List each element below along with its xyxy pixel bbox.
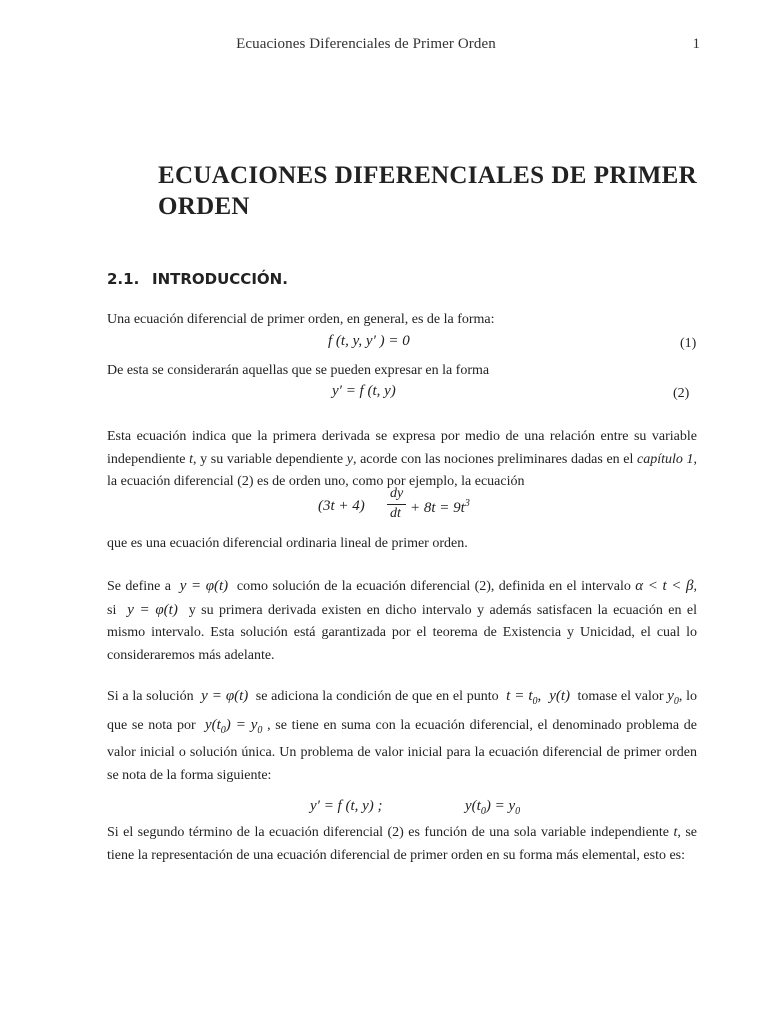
p3-text-b: , y su variable dependiente xyxy=(193,451,347,467)
paragraph-intro: Una ecuación diferencial de primer orden, en general, es de la forma: xyxy=(107,312,495,327)
p6-text-d: , lo que se nota por xyxy=(107,689,698,733)
p5-text-c: , si xyxy=(107,579,697,618)
p7-text-a: Si el segundo término de la ecuación diferencial (2) es función de una sola variable independiente xyxy=(107,825,674,840)
solution-formula-2: y = φ(t) xyxy=(127,601,178,618)
page-number: 1 xyxy=(692,36,700,52)
paragraph-initial-condition xyxy=(107,685,697,787)
ivp-condition: $y(t_0) = y_0$ xyxy=(465,798,521,817)
p3-text-c: , acorde con las nociones preliminares dadas en el xyxy=(352,451,637,467)
p6-text-e: , se tiene en suma con la ecuación diferencial, el denominado problema de valor inicial o solución única. Un problema de valor inicial para la ecuación diferencial de primer orden se nota de la forma siguiente: xyxy=(107,717,697,783)
section-heading xyxy=(107,270,288,288)
p6-text-c: tomase el valor xyxy=(577,689,664,704)
p7-text-b: , se tiene la representación de una ecuación diferencial de primer orden en su forma más elemental, esto es: xyxy=(107,825,697,863)
y0-symbol: $y_0$ xyxy=(667,688,679,707)
running-header: Ecuaciones Diferenciales de Primer Orden xyxy=(236,36,496,52)
paragraph-form: De esta se considerarán aquellas que se pueden expresar en la forma xyxy=(107,363,490,378)
ivp-equation: y′ = f (t, y) ; xyxy=(310,798,383,814)
p6-text-a: Si a la solución xyxy=(107,689,194,704)
equation-1-label: (1) xyxy=(680,336,697,351)
p5-text-b: como solución de la ecuación diferencial (2), definida en el intervalo xyxy=(236,579,631,594)
interval-formula: α < t < β xyxy=(635,578,694,594)
paragraph-linear: que es una ecuación diferencial ordinaria lineal de primer orden. xyxy=(107,536,468,551)
solution-formula-3: y = φ(t) xyxy=(201,688,249,704)
paragraph-derivative xyxy=(107,426,697,494)
p3-text-d: , la ecuación diferencial (2) es de orden uno, como por ejemplo, la ecuación xyxy=(107,451,697,489)
initial-value-formula: $y(t_0) = y_0$ xyxy=(204,716,263,736)
p5-text-a: Se define a xyxy=(107,579,171,594)
paragraph-elemental-form xyxy=(107,822,697,867)
p3-text-a: Esta ecuación indica que la primera derivada se expresa por medio de una relación entre su variable independiente xyxy=(107,429,697,467)
p3-var-t: t xyxy=(189,451,194,467)
equation-1: f (t, y, y′ ) = 0 xyxy=(328,333,410,349)
section-title: INTRODUCCIÓN. xyxy=(152,270,288,288)
p7-var-t: t xyxy=(673,825,678,840)
p3-chapter-ref: capítulo 1 xyxy=(637,451,694,467)
section-number: 2.1. xyxy=(107,270,140,288)
equation-2-label: (2) xyxy=(673,386,690,401)
chapter-title: ECUACIONES DIFERENCIALES DE PRIMER ORDEN xyxy=(158,162,697,220)
paragraph-solution-definition xyxy=(107,575,697,667)
p6-text-b: se adiciona la condición de que en el punto xyxy=(255,689,499,704)
solution-formula-1: y = φ(t) xyxy=(179,578,229,594)
p3-var-y: y xyxy=(346,451,353,467)
point-formula: $t = t_0$, y(t) xyxy=(506,688,571,707)
p5-text-d: y su primera derivada existen en dicho intervalo y además satisfacen la ecuación en el mismo intervalo. Esta solución está garantizada por el teorema de Existencia y Unicidad, el cual lo consideraremos más adelante. xyxy=(107,602,698,663)
equation-2: y′ = f (t, y) xyxy=(332,383,396,399)
